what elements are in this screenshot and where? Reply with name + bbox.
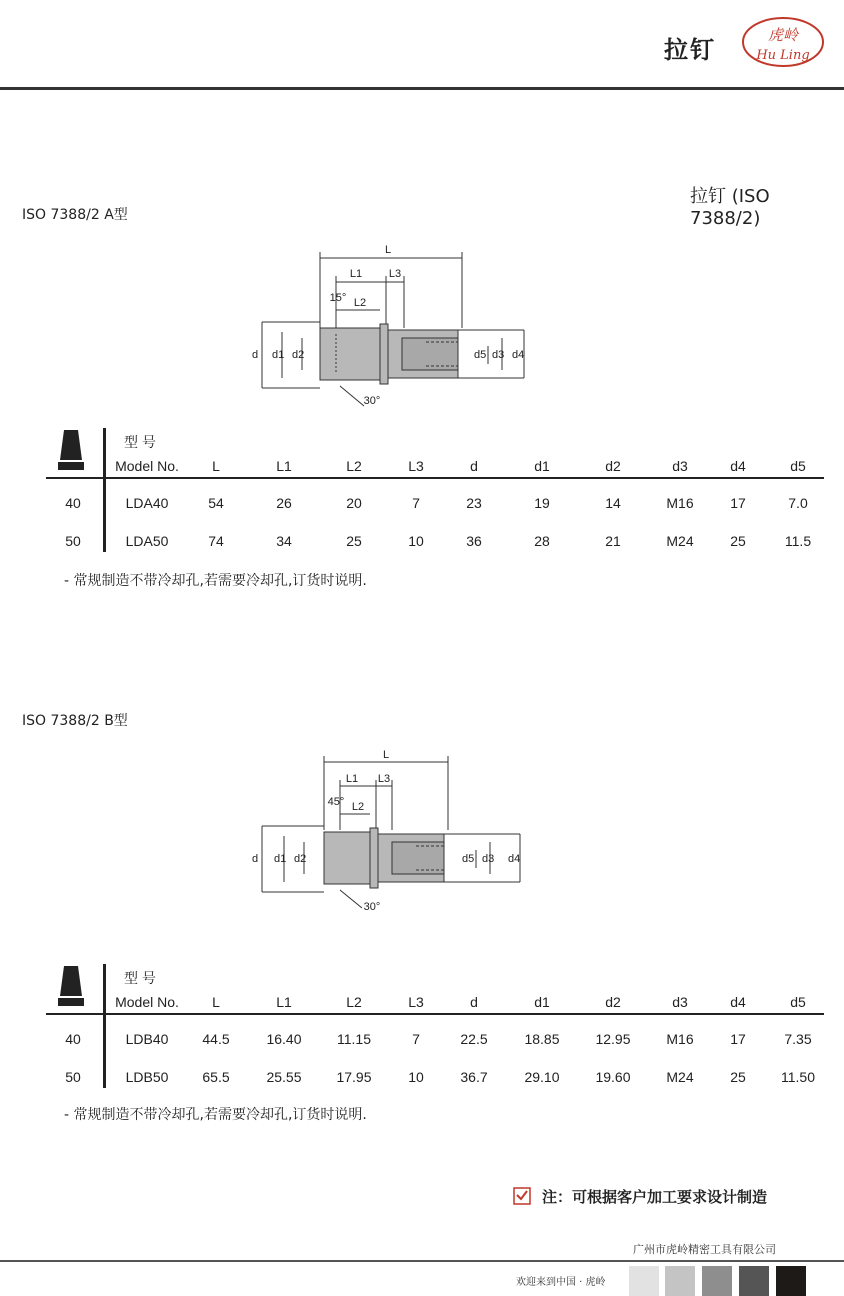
welcome-text: 欢迎来到中国 · 虎岭	[516, 1277, 606, 1288]
spec-table-b	[46, 964, 824, 1094]
table-cell: 12.95	[595, 1031, 631, 1047]
table-cell: 25	[730, 1069, 746, 1085]
page-title: 拉钉	[664, 36, 716, 64]
table-cell: 25.55	[266, 1069, 302, 1085]
col-header-d3: d3	[672, 994, 688, 1010]
table-cell: 17	[730, 1031, 746, 1047]
table-cell: 18.85	[524, 1031, 560, 1047]
dim-label-d: d	[252, 853, 259, 865]
color-swatch	[629, 1266, 659, 1296]
dim-label-L2: L2	[353, 297, 367, 309]
dim-label-L1: L1	[349, 268, 363, 280]
note-a: - 常规制造不带冷却孔,若需要冷却孔,订货时说明.	[64, 573, 367, 589]
table-cell: 10	[408, 533, 424, 549]
row-size: 50	[65, 533, 81, 549]
table-cell: LDA50	[125, 533, 169, 549]
table-cell: 7.0	[788, 495, 808, 511]
table-cell: LDA40	[125, 495, 169, 511]
table-cell: 20	[346, 495, 362, 511]
dim-label-L: L	[384, 244, 392, 256]
dim-label-d: d	[252, 349, 259, 361]
custom-design-note: 注：可根据客户加工要求设计制造	[542, 1188, 768, 1206]
table-cell: 7	[412, 495, 420, 511]
col-header-L1: L1	[276, 458, 292, 474]
table-cell: 26	[276, 495, 292, 511]
dim-label-d1: d1	[272, 349, 285, 361]
dim-label-L3: L3	[388, 268, 402, 280]
angle-label-top: 15°	[329, 292, 347, 304]
col-header-d4: d4	[730, 458, 746, 474]
dim-label-L: L	[382, 749, 390, 761]
table-cell: 65.5	[202, 1069, 230, 1085]
col-header-L1: L1	[276, 994, 292, 1010]
color-swatch	[739, 1266, 769, 1296]
pull-stud-diagram-b	[244, 746, 544, 918]
dim-label-d2: d2	[294, 853, 307, 865]
model-cn-header: 型 号	[124, 970, 156, 986]
section-title: 拉钉 (ISO 7388/2)	[690, 186, 770, 229]
table-cell: 19	[534, 495, 550, 511]
table-cell: 11.5	[784, 533, 812, 549]
table-cell: M16	[666, 495, 694, 511]
table-cell: 54	[208, 495, 224, 511]
dim-label-L1: L1	[345, 773, 359, 785]
dim-label-L3: L3	[377, 773, 391, 785]
col-header-d1: d1	[534, 458, 550, 474]
color-swatch	[665, 1266, 695, 1296]
table-cell: 21	[605, 533, 621, 549]
table-cell: M24	[666, 1069, 694, 1085]
spec-table-a	[46, 428, 824, 558]
col-header-d4: d4	[730, 994, 746, 1010]
table-cell: 44.5	[202, 1031, 230, 1047]
footer-divider	[0, 1260, 844, 1262]
col-header-model: Model No.	[115, 994, 179, 1010]
table-cell: 14	[605, 495, 621, 511]
dim-label-d3: d3	[492, 349, 505, 361]
table-cell: 29.10	[524, 1069, 560, 1085]
table-cell: 34	[276, 533, 292, 549]
col-header-L: L	[212, 994, 220, 1010]
pull-stud-diagram-a	[240, 238, 540, 410]
table-cell: 25	[730, 533, 746, 549]
dim-label-d2: d2	[292, 349, 305, 361]
color-swatch	[776, 1266, 806, 1296]
row-size: 40	[65, 495, 81, 511]
col-header-L3: L3	[408, 994, 424, 1010]
col-header-L3: L3	[408, 458, 424, 474]
angle-label-bottom: 30°	[363, 395, 381, 407]
table-cell: 36	[466, 533, 482, 549]
col-header-d1: d1	[534, 994, 550, 1010]
table-cell: 22.5	[460, 1031, 488, 1047]
col-header-d: d	[470, 458, 478, 474]
company-name: 广州市虎岭精密工具有限公司	[633, 1243, 776, 1256]
table-cell: 36.7	[460, 1069, 488, 1085]
table-cell: 7	[412, 1031, 420, 1047]
dim-label-d5: d5	[462, 853, 475, 865]
huling-logo	[741, 16, 825, 68]
col-header-d2: d2	[605, 994, 621, 1010]
angle-label-top: 45°	[327, 796, 345, 808]
taper-shank-icon	[58, 966, 84, 1008]
logo-text-cn: 虎岭	[767, 26, 799, 44]
table-cell: 10	[408, 1069, 424, 1085]
col-header-d5: d5	[790, 994, 806, 1010]
table-cell: 7.35	[784, 1031, 812, 1047]
table-cell: 28	[534, 533, 550, 549]
col-header-model: Model No.	[115, 458, 179, 474]
angle-label-bottom: 30°	[363, 901, 381, 913]
model-cn-header: 型 号	[124, 434, 156, 450]
table-cell: 11.50	[781, 1069, 815, 1085]
table-cell: 11.15	[337, 1031, 371, 1047]
header-divider	[0, 87, 844, 90]
col-header-d2: d2	[605, 458, 621, 474]
table-cell: 16.40	[266, 1031, 302, 1047]
checkbox-icon	[513, 1187, 531, 1205]
table-cell: M16	[666, 1031, 694, 1047]
iso-label-a: ISO 7388/2 A型	[22, 207, 128, 223]
dim-label-d4: d4	[512, 349, 525, 361]
col-header-d5: d5	[790, 458, 806, 474]
dim-label-L2: L2	[351, 801, 365, 813]
col-header-d3: d3	[672, 458, 688, 474]
col-header-L2: L2	[346, 994, 362, 1010]
dim-label-d1: d1	[274, 853, 287, 865]
dim-label-d3: d3	[482, 853, 495, 865]
table-cell: LDB50	[125, 1069, 169, 1085]
table-cell: 19.60	[595, 1069, 631, 1085]
table-cell: M24	[666, 533, 694, 549]
col-header-L: L	[212, 458, 220, 474]
taper-shank-icon	[58, 430, 84, 472]
dim-label-d4: d4	[508, 853, 521, 865]
logo-text-en: Hu Ling	[756, 48, 810, 63]
table-cell: 23	[466, 495, 482, 511]
table-cell: 74	[208, 533, 224, 549]
table-cell: 25	[346, 533, 362, 549]
col-header-L2: L2	[346, 458, 362, 474]
note-b: - 常规制造不带冷却孔,若需要冷却孔,订货时说明.	[64, 1107, 367, 1123]
iso-label-b: ISO 7388/2 B型	[22, 713, 128, 729]
table-cell: 17.95	[336, 1069, 372, 1085]
row-size: 40	[65, 1031, 81, 1047]
row-size: 50	[65, 1069, 81, 1085]
table-cell: LDB40	[125, 1031, 169, 1047]
col-header-d: d	[470, 994, 478, 1010]
dim-label-d5: d5	[474, 349, 487, 361]
table-cell: 17	[730, 495, 746, 511]
color-swatch	[702, 1266, 732, 1296]
